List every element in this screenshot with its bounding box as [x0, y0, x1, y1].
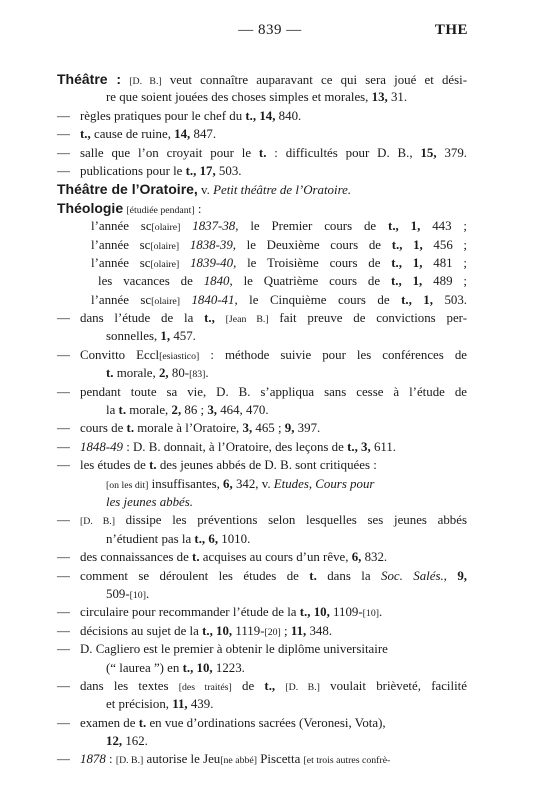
index-line: — publications pour le t., 17, 503. [57, 163, 242, 178]
index-line: — Convitto Eccl[esiastico] : méthode suivie pour les conférences de [57, 347, 467, 362]
index-line: — dans les textes [des traités] de t., [D. B.] voulait brièveté, facilité [57, 678, 467, 693]
index-line: Théâtre : [D. B.] veut connaître auparavant ce qui sera joué et dési- [57, 71, 467, 87]
index-line: Théologie [étudiée pendant] : [57, 199, 202, 216]
index-line: les vacances de 1840, le Quatrième cours de t., 1, 489 ; [98, 274, 467, 289]
index-line: — dans l’étude de la t., [Jean B.] fait preuve de convictions per- [57, 311, 467, 326]
index-line: t. morale, 2, 80-[83]. [106, 366, 209, 381]
index-line: — règles pratiques pour le chef du t., 14, 840. [57, 108, 302, 123]
index-line: Théâtre de l’Oratoire, v. Petit théâtre de l’Oratoire. [57, 181, 352, 198]
index-line: sonnelles, 1, 457. [106, 329, 196, 344]
index-line: — comment se déroulent les études de t. dans la Soc. Salés., 9, [57, 568, 467, 583]
index-line: n’étudient pas la t., 6, 1010. [106, 531, 251, 546]
index-line: — 1878 : [D. B.] autorise le Jeu[ne abbé] Piscetta [et trois autres confrè- [57, 752, 391, 767]
index-line: — D. Cagliero est le premier à obtenir le diplôme universitaire [57, 642, 388, 657]
index-line: — [D. B.] dissipe les préventions selon lesquelles ses jeunes abbés [57, 513, 467, 528]
index-line: [on les dit] insuffisantes, 6, 342, v. Etudes, Cours pour [106, 476, 375, 491]
index-line: et précision, 11, 439. [106, 697, 214, 712]
index-line: 509-[10]. [106, 586, 150, 601]
index-line: les jeunes abbés. [106, 494, 193, 509]
index-line: 12, 162. [106, 734, 148, 749]
index-line: — t., cause de ruine, 14, 847. [57, 127, 217, 142]
index-line: — 1848-49 : D. B. donnait, à l’Oratoire, des leçons de t., 3, 611. [57, 439, 397, 454]
index-entries [57, 70, 467, 769]
index-line: (“ laurea ”) en t., 10, 1223. [106, 660, 245, 675]
running-head-section: THE [434, 22, 468, 38]
index-line: — pendant toute sa vie, D. B. s’appliqua sans cesse à l’étude de [57, 384, 467, 399]
index-line: — décisions au sujet de la t., 10, 1119-[20] ; 11, 348. [57, 623, 333, 638]
index-line: — les études de t. des jeunes abbés de D. B. sont critiquées : [57, 458, 377, 473]
index-line: — examen de t. en vue d’ordinations sacrées (Veronesi, Vota), [57, 715, 386, 730]
page-number: — 839 — [238, 22, 302, 38]
index-line: la t. morale, 2, 86 ; 3, 464, 470. [106, 403, 269, 418]
index-line: — circulaire pour recommander l’étude de la t., 10, 1109-[10]. [57, 605, 383, 620]
index-line: re que soient jouées des choses simples et morales, 13, 31. [106, 90, 408, 105]
index-line: — salle que l’on croyait pour le t. : difficultés pour D. B., 15, 379. [57, 145, 468, 160]
index-line: l’année sc[olaire] 1840-41, le Cinquième cours de t., 1, 503. [91, 292, 468, 307]
index-line: — cours de t. morale à l’Oratoire, 3, 465 ; 9, 397. [57, 421, 321, 436]
index-line: — des connaissances de t. acquises au cours d’un rêve, 6, 832. [57, 550, 388, 565]
index-line: l’année sc[olaire] 1839-40, le Troisième cours de t., 1, 481 ; [91, 255, 467, 270]
index-line: l’année sc[olaire] 1838-39, le Deuxième cours de t., 1, 456 ; [91, 237, 468, 252]
index-line: l’année sc[olaire] 1837-38, le Premier cours de t., 1, 443 ; [91, 219, 467, 234]
